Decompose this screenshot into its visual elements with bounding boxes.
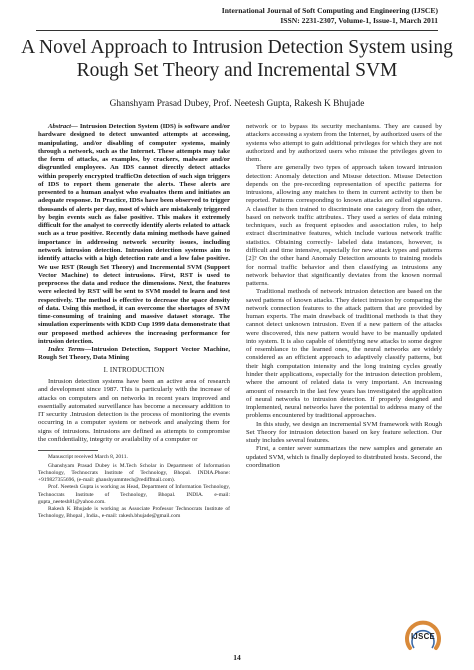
footnote-author-1: Ghanshyam Prasad Dubey is M.Tech Scholar in Department of Information Technology, Technocrats Institute of Technology, Bhopal. INDIA.Phone: +919827355696, (e-mail: ghanshyammtech@rediffmail.com).	[38, 463, 230, 484]
left-column	[38, 123, 230, 520]
intro-paragraph: Intrusion detection systems have been an active area of research and development since 1987. This is particularly with the increase of attacks on computers and on networks in recent years improved and essentially automated surveillance has become a necessary addition to IT security .Intrusion detection is the process of monitoring the events occurring in a computer system or network and analyzing them for signs of intrusions. Intrusions are defined as attempts to compromise the confidentiality, integrity or availability of a computer or	[38, 377, 230, 443]
journal-issn: ISSN: 2231-2307, Volume-1, Issue-1, March 2011	[280, 16, 438, 25]
footnote-author-2: Prof. Neetesh Gupta is working as Head, Department of Information Technology, Technocrats Institute of Technology, Bhopal. INDIA. e-mail: gupta_neetesh81@yahoo.com.	[38, 484, 230, 505]
body-paragraph: There are generally two types of approach taken toward intrusion detection: Anomaly detection and Misuse detection. Misuse Detection depends on the pre-recording representation of specific patterns for intrusions, allowing any matches to them in current activity to then be reported. Patterns corresponding to known attacks are called signatures. A classifier is then trained to discriminate one category from the other, based on network traffic attributes.. They used a series of data mining techniques, such as frequent episodes and association rules, to help extract discriminative features, which include various network traffic statistics. Obtaining correctly- labeled data instances, however, is difficult and time intensive, especially for new attack types and patterns [2]? On the other hand Anomaly Detection amounts to training models for normal traffic behavior and then classifying as intrusions any network behavior that significantly deviates from the known normal patterns.	[246, 164, 442, 288]
author-list: Ghanshyam Prasad Dubey, Prof. Neetesh Gupta, Rakesh K Bhujade	[109, 99, 365, 109]
abstract	[38, 123, 230, 346]
index-terms-lead: Index Terms	[48, 346, 85, 354]
body-paragraph: First, a center sever summarizes the new samples and generate an updated SVM, which is finally deployed to distributed hosts. Second, the coordination	[246, 445, 442, 469]
footnote-manuscript: Manuscript received March 8, 2011.	[48, 454, 128, 461]
footnote-rule	[38, 450, 98, 451]
abstract-text: — Intrusion Detection System (IDS) is software and/or hardware designed to detect unwanted attempts at accessing, manipulating, and/or disabling of computer systems, mainly through a network, such as the Internet. These attempts may take the form of attacks, as examples, by crackers, malware and/or disgruntled employees. An IDS cannot directly detect attacks within properly encrypted trafficOn detection of such sign triggers of IDS to report them generate the alerts. These alerts are presented to a human analyst who evaluates them and initiates an adequate response. In Practice, IDSs have been observed to trigger thousands of alerts per day, most of which are mistakenly triggered by begin events such as false positive. This makes it extremely difficult for the analyst to correctly identify alerts related to attack such as a true positive. Recently data mining methods have gained importance in addressing network security issues, including network intrusion detection. Intrusion detection systems aim to identify attacks with a high detection rate and a low false positive. We use RST (Rough Set Theory) and Incremental SVM (Support Vector Machine) to detect intrusions. First, RST is used to preprocess the data and reduce the dimensions. Next, the features were selected by RST will be sent to SVM model to learn and test respectively. The method is effective to decrease the space density of data. Using this method, it can overcome the shortages of SVM time-consuming of training and massive dataset storage. The simulation experiments with KDD Cup 1999 data demonstrate that our proposed method achieves the increasing performance for intrusion detection.	[38, 123, 230, 345]
body-paragraph: In this study, we design an incremental SVM framework with Rough Set Theory for intrusion detection based on key feature selection. Our study includes several features.	[246, 420, 442, 445]
page-number: 14	[233, 653, 241, 662]
index-terms	[38, 346, 230, 363]
header-rule	[36, 30, 438, 31]
journal-name: International Journal of Soft Computing and Engineering (IJSCE)	[221, 6, 438, 15]
right-column	[246, 123, 442, 470]
footnote-author-3: Rakesh K Bhujade is working as Associate Professor Technocrats Institute of Technology, Bhopal , India., e-mail: rakesh.bhujade@gmail.com	[38, 505, 230, 519]
abstract-lead: Abstract	[48, 123, 72, 130]
index-terms-text: —Intrusion Detection, Support Vector Machine, Rough Set Theory, Data Mining	[38, 346, 230, 362]
journal-logo	[404, 618, 442, 660]
body-paragraph: network or to bypass its security mechanisms. They are caused by attackers accessing a system from the Internet, by authorized users of the systems who attempt to gain additional privileges for which they are not authorized and by authorized users who misuse the privileges given to them.	[246, 123, 442, 164]
logo-text: IJSCE	[410, 632, 436, 641]
section-heading-introduction: I. INTRODUCTION	[103, 366, 165, 374]
paper-title: A Novel Approach to Intrusion Detection System using Rough Set Theory and Incremental SVM	[21, 37, 453, 81]
body-paragraph: Traditional methods of network intrusion detection are based on the saved patterns of known attacks. They detect intrusion by comparing the network connection features to the attack pattern that are provided by human experts. The main drawback of traditional methods is that they cannot detect unknown intrusion. Even if a new pattern of the attacks were discovered, this new pattern would have to be manually updated into system. It is also capable of identifying new attacks to some degree of resemblance to the learned ones, the neural networks are widely considered as an efficient approach to adaptively classify patterns, but their high computation intensity and the long training cycles greatly hinder their applications, especially for the intrusion detection problem, where the amount of related data is very important. An increasing amount of research in the last few years has investigated the application of neural networks to intrusion detection. If properly designed and implemented, neural networks have the potential to address many of the problems encountered by traditional approaches.	[246, 288, 442, 420]
journal-header	[222, 6, 438, 26]
